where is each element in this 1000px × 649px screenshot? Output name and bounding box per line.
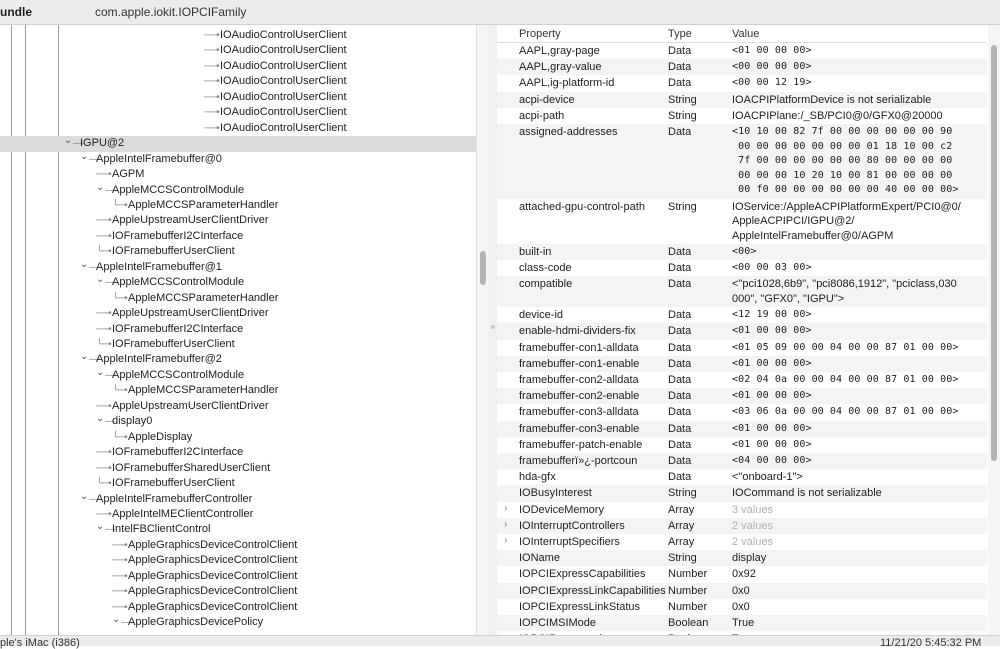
tree-connector-icon: └─•: [96, 478, 111, 490]
tree-connector-icon: ──•: [96, 230, 111, 242]
property-name: IOPCIExpressLinkCapabilities: [519, 584, 666, 597]
chevron-down-icon[interactable]: ⌄: [96, 413, 105, 425]
tree-connector-icon: ──•: [204, 122, 219, 134]
property-type: String: [668, 552, 697, 565]
property-type: Data: [668, 45, 692, 57]
tree-node-label: IOAudioControlUserClient: [220, 29, 347, 41]
tree-row[interactable]: [0, 476, 476, 492]
tree-node-label: AppleMCCSControlModule: [112, 183, 245, 196]
property-name: framebuffer-patch-enable: [519, 438, 643, 451]
tree-row[interactable]: [0, 28, 476, 44]
tree-row[interactable]: [0, 90, 476, 106]
tree-node-label: AppleIntelFramebufferController: [96, 492, 253, 505]
tree-node-label: AppleMCCSControlModule: [112, 276, 245, 289]
property-type: Number: [668, 568, 708, 581]
property-name: enable-hdmi-dividers-fix: [519, 325, 636, 338]
property-name: framebuffer-con3-enable: [519, 422, 640, 435]
status-machine-name: ple's iMac (i386): [0, 637, 80, 649]
property-value: IOService:/AppleACPIPlatformExpert/PCI0@0/ AppleACPIPCI/IGPU@2/ AppleIntelFramebuffer@0/AGPM: [732, 200, 961, 242]
tree-node-label: IOFramebufferUserClient: [112, 477, 235, 490]
class-bundle-label: com.apple.iokit.IOPCIFamily: [95, 5, 247, 19]
tree-connector-icon: —: [73, 138, 82, 150]
tree-node-label: IOFramebufferI2CInterface: [112, 229, 244, 242]
property-row[interactable]: [497, 199, 987, 244]
tree-node-label: AppleIntelFramebuffer@2: [96, 353, 222, 366]
property-value: <"onboard-1">: [732, 471, 803, 484]
property-row[interactable]: [497, 92, 987, 108]
property-value: <04 00 00 00>: [732, 455, 812, 466]
tree-row[interactable]: [0, 167, 476, 183]
property-row[interactable]: [497, 307, 987, 323]
tree-row[interactable]: [0, 615, 476, 631]
tree-node-label: AppleGraphicsDeviceControlClient: [128, 554, 298, 567]
property-name: compatible: [519, 278, 573, 291]
property-value: IOCommand is not serializable: [732, 487, 882, 500]
property-row[interactable]: [497, 518, 987, 534]
tree-node-label: AppleMCCSParameterHandler: [128, 384, 279, 397]
chevron-down-icon[interactable]: ⌄: [96, 366, 105, 378]
property-row[interactable]: [497, 260, 987, 276]
tree-node-label: AppleGraphicsDeviceControlClient: [128, 600, 298, 613]
tree-connector-icon: └─•: [112, 431, 127, 443]
property-name: framebufferï»¿-portcoun: [519, 455, 638, 467]
property-type: Array: [668, 536, 695, 548]
property-value: 2 values: [732, 536, 773, 548]
tree-node-label: AppleIntelFramebuffer@0: [96, 152, 222, 165]
property-type: Data: [668, 374, 692, 386]
property-value: <01 00 00 00>: [732, 438, 812, 450]
tree-connector-icon: ──•: [112, 570, 127, 582]
tree-connector-icon: ──•: [112, 586, 127, 598]
property-value: <01 05 09 00 00 04 00 00 87 01 00 00>: [732, 341, 959, 353]
property-type: Data: [668, 438, 692, 451]
property-type: Data: [668, 77, 692, 90]
tree-connector-icon: ──•: [112, 601, 127, 613]
property-name: class-code: [519, 262, 572, 275]
property-row[interactable]: [497, 340, 987, 356]
tree-row[interactable]: [0, 569, 476, 585]
property-type: Data: [668, 278, 692, 291]
property-name: built-in: [519, 246, 552, 258]
property-name: IOPCIExpressLinkStatus: [519, 600, 641, 613]
tree-node-label: AppleIntelMEClientController: [112, 507, 254, 520]
tree-row[interactable]: [0, 492, 476, 508]
tree-connector-icon: ──•: [112, 539, 127, 551]
tree-scroll-thumb[interactable]: [480, 251, 486, 285]
tree-node-label: AppleMCCSParameterHandler: [128, 198, 279, 211]
tree-connector-icon: ──•: [204, 60, 219, 72]
property-row[interactable]: [497, 502, 987, 518]
property-type: Number: [668, 584, 708, 597]
tree-connector-icon: ──•: [204, 30, 219, 41]
property-value: <02 04 0a 00 00 04 00 00 87 01 00 00>: [732, 374, 959, 385]
property-row[interactable]: [497, 583, 987, 599]
property-row[interactable]: [497, 615, 987, 631]
chevron-down-icon[interactable]: ⌄: [80, 351, 89, 363]
tree-row[interactable]: [0, 244, 476, 260]
chevron-right-icon[interactable]: ›: [504, 535, 508, 546]
tree-scrollbar[interactable]: [476, 25, 489, 635]
tree-row[interactable]: [0, 198, 476, 214]
tree-connector-icon: ──•: [204, 76, 219, 88]
tree-connector-icon: —: [105, 524, 114, 536]
split-view-divider[interactable]: [489, 25, 497, 635]
property-row[interactable]: [497, 372, 987, 388]
property-type: String: [668, 487, 697, 500]
property-column-header[interactable]: Property: [519, 28, 561, 40]
divider-grip-icon: [491, 325, 495, 329]
tree-node-label: IOAudioControlUserClient: [220, 121, 347, 134]
property-type: Number: [668, 600, 708, 613]
tree-node-label: IntelFBClientControl: [112, 523, 211, 536]
tree-node-label: IOFramebufferUserClient: [112, 245, 235, 258]
column-header-bar: [0, 0, 1000, 25]
tree-row[interactable]: [0, 337, 476, 353]
tree-connector-icon: └─•: [112, 199, 127, 211]
property-name: IOPCIMSIMode: [519, 617, 597, 629]
property-name: IOBusyInterest: [519, 487, 592, 500]
tree-row[interactable]: [0, 260, 476, 276]
property-value: <01 00 00 00>: [732, 357, 812, 369]
property-row[interactable]: [497, 469, 987, 485]
tree-connector-icon: ──•: [96, 400, 111, 412]
property-name: framebuffer-con1-alldata: [519, 341, 639, 354]
tree-node-label: IOFramebufferI2CInterface: [112, 322, 244, 335]
property-row[interactable]: [497, 276, 987, 307]
tree-row[interactable]: [0, 414, 476, 430]
tree-row[interactable]: [0, 538, 476, 554]
property-type: String: [668, 109, 697, 122]
tree-connector-icon: └─•: [112, 385, 127, 397]
chevron-down-icon[interactable]: ⌄: [80, 258, 89, 270]
status-timestamp: 11/21/20 5:45:32 PM: [880, 637, 982, 649]
tree-connector-icon: —: [89, 354, 98, 366]
property-row[interactable]: [497, 550, 987, 566]
tree-node-label: AppleUpstreamUserClientDriver: [112, 307, 269, 320]
tree-row[interactable]: [0, 275, 476, 291]
property-type: Data: [668, 341, 692, 354]
tree-node-label: AppleMCCSParameterHandler: [128, 291, 279, 304]
bundle-column-header[interactable]: undle: [0, 5, 32, 19]
property-row[interactable]: [497, 566, 987, 582]
tree-node-label: AppleGraphicsDeviceControlClient: [128, 538, 298, 551]
property-value: <00 00 00 00>: [732, 61, 812, 73]
tree-connector-icon: ──•: [96, 447, 111, 459]
tree-row[interactable]: [0, 74, 476, 90]
tree-connector-icon: ──•: [204, 107, 219, 119]
property-name: acpi-path: [519, 109, 565, 122]
tree-node-label: IGPU@2: [80, 137, 125, 150]
tree-node-label: IOAudioControlUserClient: [220, 59, 347, 72]
property-name: AAPL,gray-page: [519, 45, 600, 57]
tree-connector-icon: ──•: [204, 45, 219, 57]
property-name: IODeviceMemory: [519, 503, 604, 516]
property-row[interactable]: [497, 43, 987, 59]
tree-row[interactable]: [0, 213, 476, 229]
property-value: <01 00 00 00>: [732, 325, 812, 337]
tree-row[interactable]: [0, 59, 476, 75]
registry-tree: [0, 25, 476, 635]
tree-node-label: AppleUpstreamUserClientDriver: [112, 214, 269, 227]
tree-row[interactable]: [0, 600, 476, 616]
tree-node-label: AppleGraphicsDevicePolicy: [128, 616, 264, 629]
property-name: attached-gpu-control-path: [519, 200, 645, 213]
property-type: Data: [668, 422, 692, 435]
property-row[interactable]: [497, 244, 987, 260]
property-type: Data: [668, 126, 692, 138]
property-name: framebuffer-con1-enable: [519, 357, 640, 370]
tree-node-label: AppleMCCSControlModule: [112, 368, 245, 381]
chevron-down-icon[interactable]: ⌄: [80, 150, 89, 162]
property-name: device-id: [519, 309, 564, 322]
property-type: Data: [668, 357, 692, 370]
tree-connector-icon: ──•: [96, 323, 111, 335]
property-value: <10 10 00 82 7f 00 00 00 00 00 00 90 00 00 00 00 00 00 00 01 18 10 00 c2 7f 00 00 00 00 00 00 80 00 00 00 00 00 00 00 10 20 10 00 81 00 00 00 00 00 f0 00 00 00 00 00 00 40 00 00 00>: [732, 126, 959, 196]
tree-row[interactable]: [0, 445, 476, 461]
property-row[interactable]: [497, 124, 987, 199]
tree-row[interactable]: [0, 105, 476, 121]
property-value: <01 00 00 00>: [732, 422, 812, 434]
tree-row[interactable]: [0, 522, 476, 538]
tree-connector-icon: —: [105, 416, 114, 428]
property-name: IOInterruptControllers: [519, 519, 625, 532]
tree-row[interactable]: [0, 291, 476, 307]
property-value: <"pci1028,6b9", "pci8086,1912", "pciclass,030 000", "GFX0", "IGPU">: [732, 278, 957, 305]
property-value: 0x92: [732, 568, 756, 581]
property-type: Data: [668, 406, 692, 419]
property-value: <03 06 0a 00 00 04 00 00 87 01 00 00>: [732, 406, 959, 418]
type-column-header[interactable]: Type: [668, 28, 692, 40]
tree-node-label: IOAudioControlUserClient: [220, 75, 347, 88]
property-row[interactable]: [497, 534, 987, 550]
property-name: IOInterruptSpecifiers: [519, 536, 620, 548]
tree-connector-icon: ──•: [112, 555, 127, 567]
status-bar: [0, 635, 1000, 649]
tree-connector-icon: └─•: [96, 246, 111, 258]
tree-row[interactable]: [0, 352, 476, 368]
chevron-right-icon[interactable]: ›: [504, 502, 508, 514]
tree-row[interactable]: [0, 152, 476, 168]
tree-connector-icon: ──•: [96, 462, 111, 474]
property-name: hda-gfx: [519, 471, 556, 484]
property-type: Data: [668, 455, 692, 467]
tree-node-label: AppleGraphicsDeviceControlClient: [128, 585, 298, 598]
chevron-down-icon[interactable]: ⌄: [80, 490, 89, 502]
tree-row[interactable]: [0, 461, 476, 477]
property-name: IOName: [519, 552, 560, 565]
property-value: <00 00 03 00>: [732, 262, 812, 274]
tree-connector-icon: —: [89, 153, 98, 165]
property-row[interactable]: [497, 356, 987, 372]
property-name: assigned-addresses: [519, 126, 618, 138]
property-row[interactable]: [497, 108, 987, 124]
chevron-down-icon[interactable]: ⌄: [96, 521, 105, 533]
tree-row[interactable]: [0, 553, 476, 569]
tree-node-label: AppleGraphicsDeviceControlClient: [128, 569, 298, 582]
property-value: IOACPIPlatformDevice is not serializable: [732, 93, 932, 106]
tree-connector-icon: —: [105, 277, 114, 289]
tree-node-label: IOFramebufferI2CInterface: [112, 446, 244, 459]
tree-row[interactable]: [0, 383, 476, 399]
chevron-down-icon[interactable]: ⌄: [64, 135, 73, 147]
property-value: <00 00 12 19>: [732, 77, 812, 89]
property-value: <12 19 00 00>: [732, 309, 812, 321]
property-type: Data: [668, 246, 692, 258]
property-name: AAPL,ig-platform-id: [519, 77, 615, 90]
tree-connector-icon: ──•: [96, 308, 111, 320]
property-value: True: [732, 617, 755, 629]
tree-row[interactable]: [0, 322, 476, 338]
property-name: AAPL,gray-value: [519, 61, 602, 74]
property-value: 0x0: [732, 584, 750, 597]
tree-node-label: AppleDisplay: [128, 430, 193, 443]
property-name: framebuffer-con2-alldata: [519, 374, 639, 386]
property-type: String: [668, 93, 697, 106]
tree-row[interactable]: [0, 306, 476, 322]
tree-row[interactable]: [0, 399, 476, 415]
property-value: display: [732, 552, 767, 565]
tree-node-label: AppleIntelFramebuffer@1: [96, 260, 222, 273]
tree-connector-icon: ──•: [96, 215, 111, 227]
tree-row[interactable]: [0, 584, 476, 600]
property-value: 2 values: [732, 519, 773, 532]
property-value: <01 00 00 00>: [732, 390, 812, 402]
tree-connector-icon: ──•: [96, 169, 111, 181]
tree-connector-icon: —: [105, 369, 114, 381]
properties-scrollbar[interactable]: [988, 25, 1000, 635]
property-value: IOACPIPlane:/_SB/PCI0@0/GFX0@20000: [732, 109, 943, 122]
tree-connector-icon: —: [105, 184, 114, 196]
tree-connector-icon: ──•: [204, 91, 219, 103]
tree-node-label: IOFramebufferSharedUserClient: [112, 461, 271, 474]
chevron-down-icon[interactable]: ⌄: [96, 181, 105, 193]
property-row[interactable]: [497, 75, 987, 91]
property-row[interactable]: [497, 437, 987, 453]
property-type: Data: [668, 471, 692, 484]
property-type: Array: [668, 519, 695, 532]
property-value: 0x0: [732, 600, 750, 613]
properties-scroll-thumb[interactable]: [991, 45, 997, 461]
property-type: Data: [668, 61, 692, 74]
tree-node-label: AppleUpstreamUserClientDriver: [112, 399, 269, 412]
chevron-down-icon[interactable]: ⌄: [96, 274, 105, 286]
tree-row[interactable]: [0, 43, 476, 59]
tree-row[interactable]: [0, 430, 476, 446]
property-row[interactable]: [497, 599, 987, 615]
tree-connector-icon: —: [89, 261, 98, 273]
property-value: 3 values: [732, 503, 773, 516]
tree-node-label: IOAudioControlUserClient: [220, 106, 347, 119]
tree-row-selected[interactable]: [0, 136, 476, 152]
tree-row[interactable]: [0, 368, 476, 384]
property-row[interactable]: [497, 323, 987, 339]
property-name: framebuffer-con3-alldata: [519, 406, 639, 419]
property-type: Data: [668, 325, 692, 338]
tree-connector-icon: └─•: [96, 339, 111, 350]
tree-node-label: IOFramebufferUserClient: [112, 338, 235, 350]
property-row[interactable]: [497, 485, 987, 501]
chevron-down-icon[interactable]: ⌄: [112, 614, 121, 626]
tree-row[interactable]: [0, 507, 476, 523]
property-row[interactable]: [497, 453, 987, 469]
tree-connector-icon: —: [121, 617, 130, 629]
property-name: IOPCIExpressCapabilities: [519, 568, 646, 581]
property-name: framebuffer-con2-enable: [519, 390, 640, 403]
tree-row[interactable]: [0, 183, 476, 199]
properties-header: [497, 25, 987, 43]
tree-row[interactable]: [0, 229, 476, 245]
property-name: acpi-device: [519, 93, 575, 106]
property-type: Array: [668, 503, 695, 516]
property-value: <00>: [732, 246, 757, 257]
tree-node-label: AGPM: [112, 168, 145, 181]
property-type: Data: [668, 262, 692, 275]
tree-connector-icon: └─•: [112, 292, 127, 304]
tree-node-label: IOAudioControlUserClient: [220, 90, 347, 103]
properties-table: [497, 25, 987, 635]
property-row[interactable]: [497, 388, 987, 404]
property-value: <01 00 00 00>: [732, 45, 812, 56]
property-type: Boolean: [668, 617, 709, 629]
tree-node-label: display0: [112, 415, 153, 428]
property-type: Data: [668, 390, 692, 403]
value-column-header[interactable]: Value: [732, 28, 760, 40]
property-row[interactable]: [497, 404, 987, 420]
tree-connector-icon: ──•: [96, 508, 111, 520]
chevron-right-icon[interactable]: ›: [504, 518, 508, 530]
tree-connector-icon: —: [89, 493, 98, 505]
property-row[interactable]: [497, 421, 987, 437]
property-type: Data: [668, 309, 692, 322]
tree-node-label: IOAudioControlUserClient: [220, 44, 347, 57]
property-row[interactable]: [497, 59, 987, 75]
property-type: String: [668, 200, 697, 213]
